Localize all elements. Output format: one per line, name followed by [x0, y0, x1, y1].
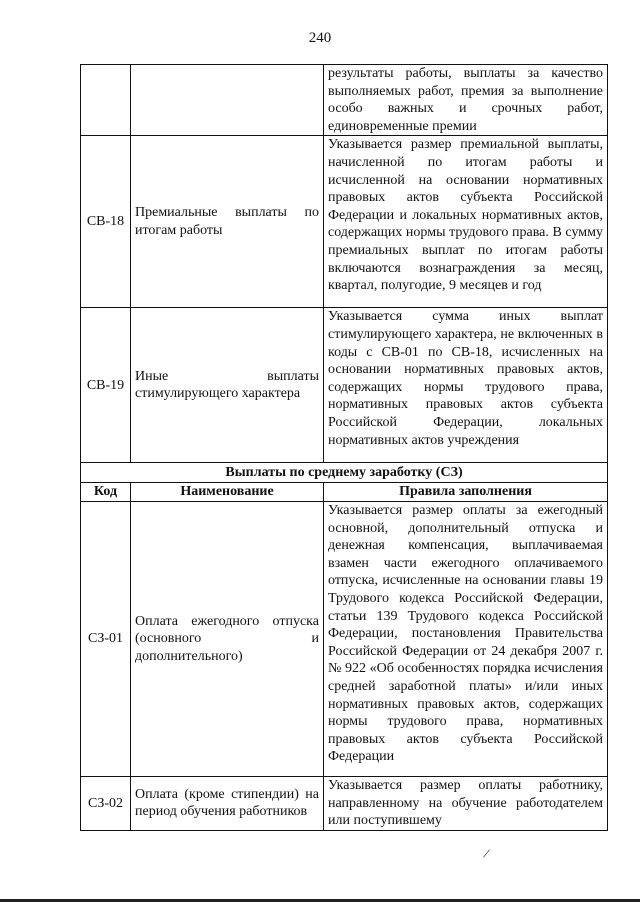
header-code: Код [81, 483, 131, 502]
section-row [81, 463, 608, 483]
row-code: СВ-18 [81, 136, 131, 308]
row-code: СЗ-01 [81, 501, 131, 776]
row-name: Иные выплаты стимулирующего характера [131, 308, 324, 463]
row-rule: Указывается размер премиальной выплаты, начисленной по итогам работы и исчисленной на основании нормативных правовых актов субъекта Российской Федерации и локальных нормативных актов, содержащих нормы трудового права. В сумму премиальных выплат по итогам работы включаются вознаграждения за месяц, квартал, полугодие, 9 месяцев и год [324, 136, 608, 308]
row-rule: Указывается размер оплаты за ежегодный основной, дополнительный отпуска и денежная компенсация, выплачиваемая взамен части ежегодного оплачиваемого отпуска, исчисленные на основании главы 19 Трудового кодекса Российской Федерации, статьи 139 Трудового кодекса Российской Федерации, постановления Правительства Российской Федерации от 24 декабря 2007 г. № 922 «Об особенностях порядка исчисления средней заработной платы» и/или иных нормативных правовых актов, содержащих нормы трудового права, нормативных правовых актов субъекта Российской Федерации [324, 501, 608, 776]
row-code [81, 65, 131, 136]
row-name: Оплата ежегодного отпуска (основного и дополнительного) [131, 501, 324, 776]
header-name: Наименование [131, 483, 324, 502]
payment-codes-table [80, 64, 608, 831]
row-name: Оплата (кроме стипендии) на период обучения работников [131, 776, 324, 830]
row-code: СЗ-02 [81, 776, 131, 830]
header-rule: Правила заполнения [324, 483, 608, 502]
table-row [81, 308, 608, 463]
row-name [131, 65, 324, 136]
pen-mark: / [481, 846, 491, 863]
table-row [81, 65, 608, 136]
row-rule: Указывается сумма иных выплат стимулирующего характера, не включенных в коды с СВ-01 по СВ-18, исчисленных на основании нормативных правовых актов, содержащих нормы трудового права, нормативных правовых актов субъекта Российской Федерации, локальных нормативных актов учреждения [324, 308, 608, 463]
table-row [81, 501, 608, 776]
table-row [81, 776, 608, 830]
section-title: Выплаты по среднему заработку (СЗ) [81, 463, 608, 483]
page-number: 240 [308, 30, 332, 46]
row-name: Премиальные выплаты по итогам работы [131, 136, 324, 308]
row-rule: Указывается размер оплаты работнику, направленному на обучение работодателем или поступившему [324, 776, 608, 830]
row-rule: результаты работы, выплаты за качество выполняемых работ, премия за выполнение особо важных и срочных работ, единовременные премии [324, 65, 608, 136]
table-row [81, 136, 608, 308]
header-row [81, 483, 608, 502]
row-code: СВ-19 [81, 308, 131, 463]
